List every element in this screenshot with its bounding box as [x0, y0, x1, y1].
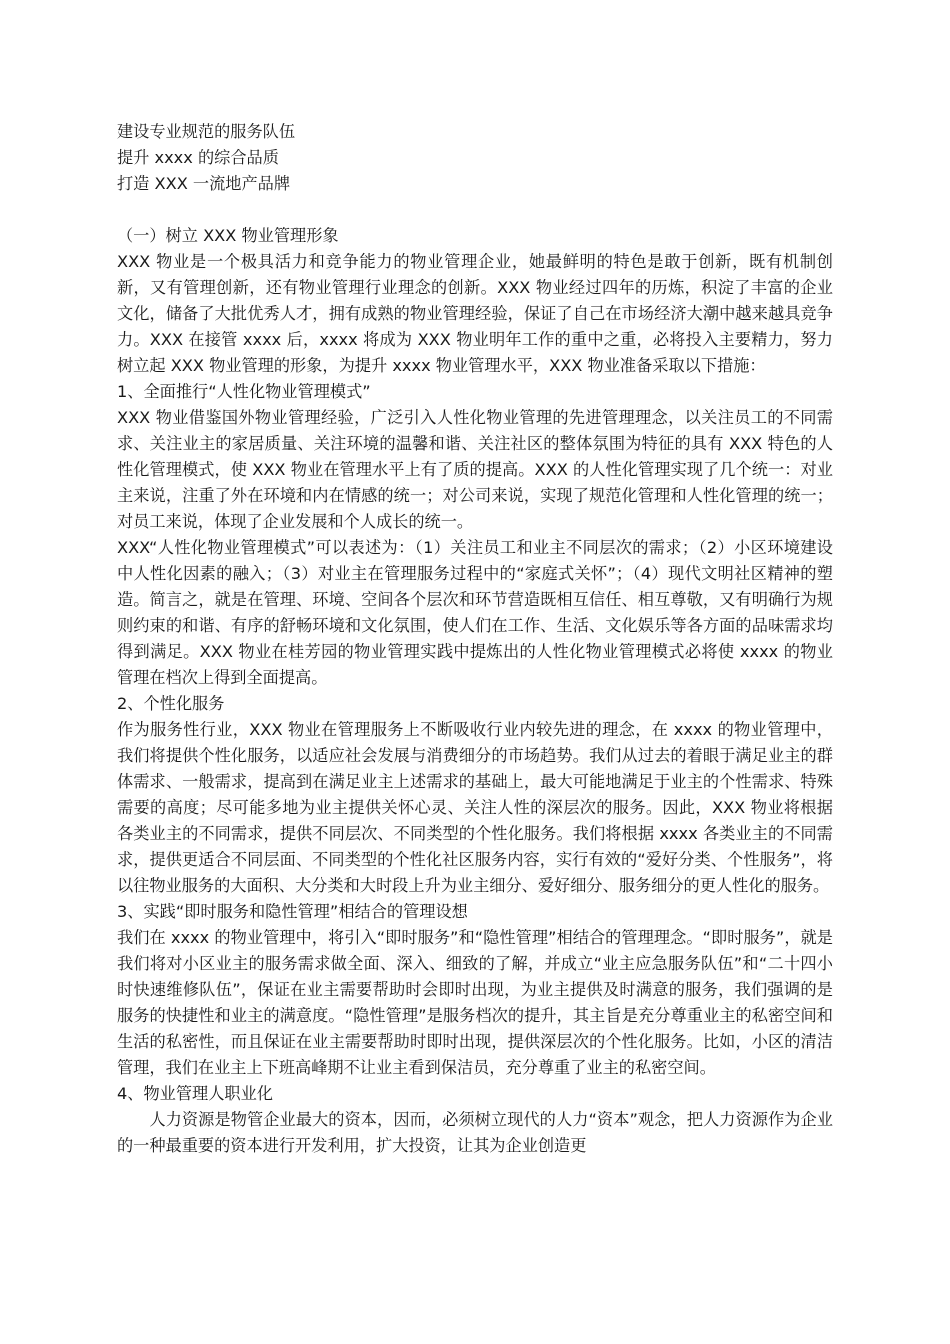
section-title: （一）树立 XXX 物业管理形象 — [117, 226, 339, 245]
item-heading: 3、实践“即时服务和隐性管理”相结合的管理设想 — [117, 902, 468, 921]
spacer — [117, 197, 833, 223]
item-heading: 4、物业管理人职业化 — [117, 1084, 273, 1103]
slogan-line: 提升 xxxx 的综合品质 — [117, 148, 279, 167]
body-paragraph: 作为服务性行业，XXX 物业在管理服务上不断吸收行业内较先进的理念，在 xxxx 的物业管理中，我们将提供个性化服务，以适应社会发展与消费细分的市场趋势。我们从过去的着眼于满足业主的群体需求、一般需求，提高到在满足业主上述需求的基础上，最大可能地满足于业主的个性需求、特殊需要的高度；尽可能多地为业主提供关怀心灵、关注人性的深层次的服务。因此，XXX 物业将根据各类业主的不同需求，提供不同层次、不同类型的个性化服务。我们将根据 xxxx 各类业主的不同需求，提供更适合不同层面、不同类型的个性化社区服务内容，实行有效的“爱好分类、个性服务”，将以往物业服务的大面积、大分类和大时段上升为业主细分、爱好细分、服务细分的更人性化的服务。 — [117, 720, 833, 895]
body-paragraph: XXX 物业借鉴国外物业管理经验，广泛引入人性化物业管理的先进管理理念，以关注员工的不同需求、关注业主的家居质量、关注环境的温馨和谐、关注社区的整体氛围为特征的具有 XXX 特色的人性化管理模式，使 XXX 物业在管理水平上有了质的提高。XXX 的人性化管理实现了几个统一：对业主来说，注重了外在环境和内在情感的统一；对公司来说，实现了规范化管理和人性化管理的统一；对员工来说，体现了企业发展和个人成长的统一。 — [117, 408, 833, 531]
item-heading: 2、个性化服务 — [117, 694, 225, 713]
body-paragraph: 我们在 xxxx 的物业管理中，将引入“即时服务”和“隐性管理”相结合的管理理念。“即时服务”，就是我们将对小区业主的服务需求做全面、深入、细致的了解，并成立“业主应急服务队伍”和“二十四小时快速维修队伍”，保证在业主需要帮助时会即时出现，为业主提供及时满意的服务，我们强调的是服务的快捷性和业主的满意度。“隐性管理”是服务档次的提升，其主旨是充分尊重业主的私密空间和生活的私密性，而且保证在业主需要帮助时即时出现，提供深层次的个性化服务。比如，小区的清洁管理，我们在业主上下班高峰期不让业主看到保洁员，充分尊重了业主的私密空间。 — [117, 928, 833, 1077]
body-paragraph: XXX“人性化物业管理模式”可以表述为：（1）关注员工和业主不同层次的需求；（2）小区环境建设中人性化因素的融入；（3）对业主在管理服务过程中的“家庭式关怀”；（4）现代文明社区精神的塑造。简言之，就是在管理、环境、空间各个层次和环节营造既相互信任、相互尊敬，又有明确行为规则约束的和谐、有序的舒畅环境和文化氛围，使人们在工作、生活、文化娱乐等各方面的品味需求均得到满足。XXX 物业在桂芳园的物业管理实践中提炼出的人性化物业管理模式必将使 xxxx 的物业管理在档次上得到全面提高。 — [117, 538, 833, 687]
body-paragraph: 人力资源是物管企业最大的资本，因而，必须树立现代的人力“资本”观念，把人力资源作为企业的一种最重要的资本进行开发利用，扩大投资，让其为企业创造更 — [117, 1110, 833, 1155]
document-page — [117, 119, 833, 1159]
intro-paragraph: XXX 物业是一个极具活力和竞争能力的物业管理企业，她最鲜明的特色是敢于创新，既有机制创新，又有管理创新，还有物业管理行业理念的创新。XXX 物业经过四年的历炼，积淀了丰富的企业文化，储备了大批优秀人才，拥有成熟的物业管理经验，保证了自己在市场经济大潮中越来越具竞争力。XXX 在接管 xxxx 后，xxxx 将成为 XXX 物业明年工作的重中之重，必将投入主要精力，努力树立起 XXX 物业管理的形象，为提升 xxxx 物业管理水平，XXX 物业准备采取以下措施： — [117, 252, 833, 375]
slogan-line: 打造 XXX 一流地产品牌 — [117, 174, 291, 193]
slogan-line: 建设专业规范的服务队伍 — [117, 122, 296, 141]
item-heading: 1、全面推行“人性化物业管理模式” — [117, 382, 371, 401]
